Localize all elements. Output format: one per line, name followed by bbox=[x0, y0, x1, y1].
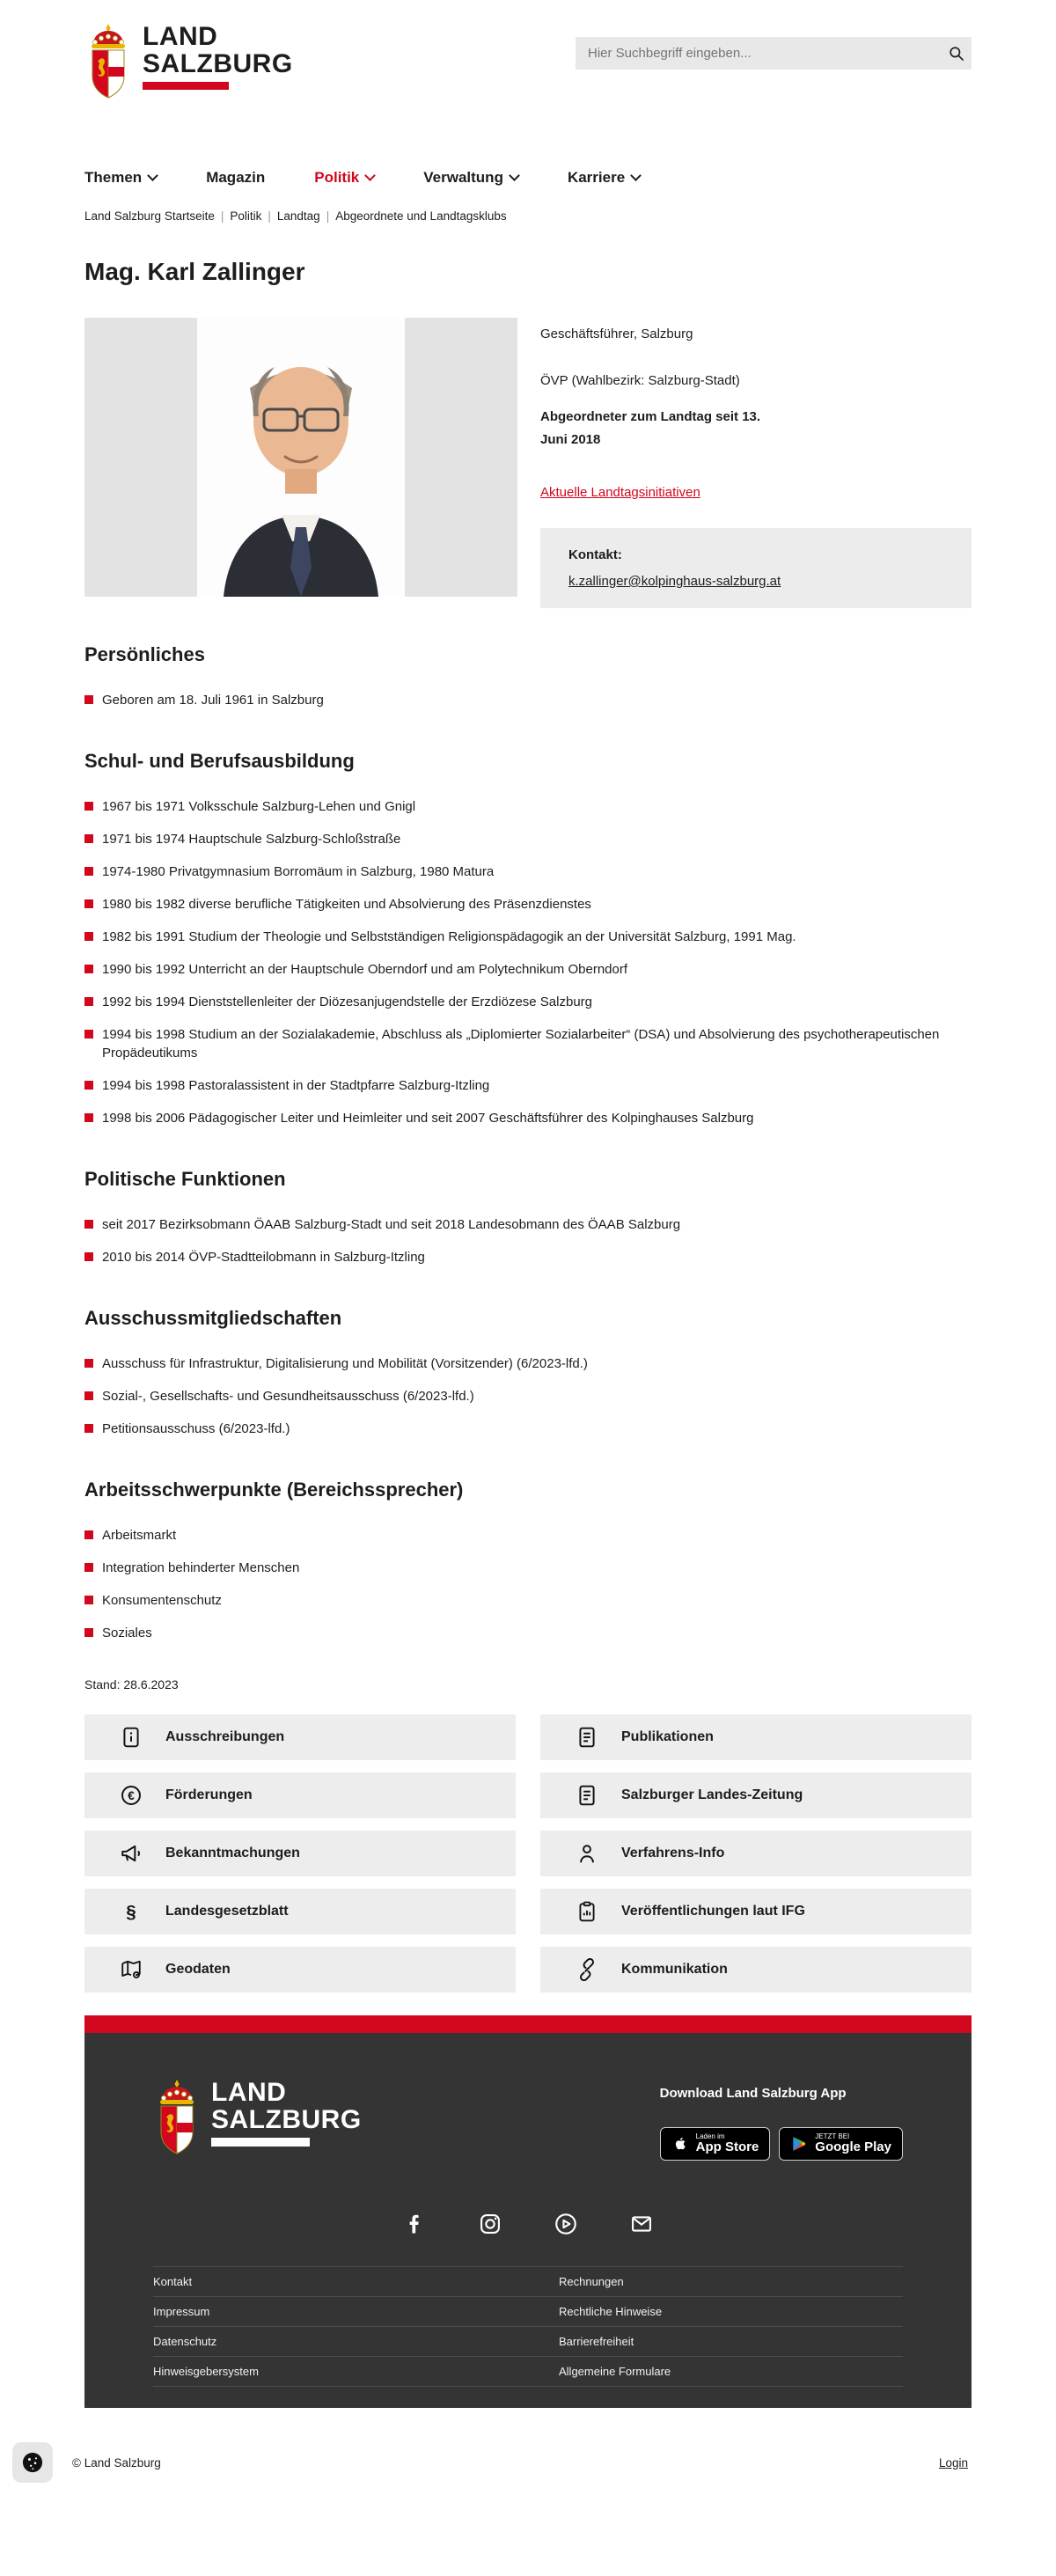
section-politische-funktionen bbox=[84, 1168, 972, 1266]
youtube-link[interactable] bbox=[554, 2212, 578, 2236]
contact-email-link[interactable]: k.zallinger@kolpinghaus-salzburg.at bbox=[568, 574, 781, 589]
apple-icon bbox=[671, 2134, 689, 2154]
footer-link-hinweisgebersystem[interactable]: Hinweisgebersystem bbox=[153, 2365, 259, 2378]
tile-f-rderungen[interactable] bbox=[84, 1772, 516, 1818]
tile-label: Bekanntmachungen bbox=[165, 1846, 300, 1860]
nav-item-politik[interactable] bbox=[314, 169, 374, 187]
search-icon[interactable] bbox=[942, 37, 972, 70]
profile-block bbox=[84, 318, 972, 608]
breadcrumb-item-land-salzburg-startseite[interactable]: Land Salzburg Startseite bbox=[84, 209, 215, 223]
footer-link-impressum[interactable]: Impressum bbox=[153, 2305, 210, 2318]
red-square-bullet-icon bbox=[84, 932, 93, 941]
list-item bbox=[84, 1624, 969, 1642]
google-play-icon bbox=[790, 2134, 808, 2154]
list-item bbox=[84, 960, 969, 979]
footer-logo[interactable] bbox=[153, 2079, 362, 2161]
megaphone-icon bbox=[120, 1842, 143, 1865]
list-item-text: Integration behinderter Menschen bbox=[102, 1560, 300, 1575]
footer-logo-underline bbox=[211, 2138, 310, 2147]
list-item bbox=[84, 928, 969, 946]
list-item-text: 1971 bis 1974 Hauptschule Salzburg-Schloßstraße bbox=[102, 832, 401, 847]
chevron-down-icon bbox=[147, 170, 158, 181]
social-icons-row bbox=[153, 2212, 903, 2266]
tile-publikationen[interactable] bbox=[540, 1714, 972, 1760]
photo-gray-right bbox=[405, 318, 517, 597]
portrait-illustration bbox=[197, 318, 405, 597]
nav-item-label: Themen bbox=[84, 169, 143, 186]
footer-logo-line-2: SALZBURG bbox=[211, 2105, 362, 2134]
list-item-text: Petitionsausschuss (6/2023-lfd.) bbox=[102, 1421, 290, 1436]
red-square-bullet-icon bbox=[84, 1628, 93, 1637]
googleplay-badge-small-text: JETZT BEI bbox=[815, 2132, 850, 2140]
section-pers-nliches bbox=[84, 643, 972, 709]
coat-of-arms-icon bbox=[84, 23, 132, 100]
list-item-text: Geboren am 18. Juli 1961 in Salzburg bbox=[102, 693, 324, 708]
login-link[interactable]: Login bbox=[938, 2455, 968, 2470]
footer-link-row bbox=[153, 2267, 903, 2297]
person-icon bbox=[576, 1842, 598, 1865]
portrait-image bbox=[197, 318, 405, 597]
cv-sections bbox=[84, 643, 972, 1642]
red-square-bullet-icon bbox=[84, 834, 93, 843]
footer-link-allgemeine-formulare[interactable]: Allgemeine Formulare bbox=[559, 2365, 671, 2378]
list-item-text: 1982 bis 1991 Studium der Theologie und Selbstständigen Religionspädagogik an der Universität Salzburg, 1991 Mag. bbox=[102, 929, 796, 944]
list-item-text: Sozial-, Gesellschafts- und Gesundheitsausschuss (6/2023-lfd.) bbox=[102, 1389, 474, 1404]
chevron-down-icon bbox=[509, 170, 520, 181]
document-lines-icon bbox=[576, 1726, 598, 1749]
logo-underline bbox=[143, 82, 229, 90]
nav-item-label: Verwaltung bbox=[423, 169, 503, 186]
list-item bbox=[84, 1354, 969, 1373]
list-item-text: 1998 bis 2006 Pädagogischer Leiter und Heimleiter und seit 2007 Geschäftsführer des Kolpinghauses Salzburg bbox=[102, 1111, 754, 1126]
red-square-bullet-icon bbox=[84, 1113, 93, 1122]
contact-box bbox=[540, 528, 972, 608]
cookie-settings-button[interactable] bbox=[12, 2442, 53, 2483]
cookie-icon bbox=[20, 2450, 45, 2475]
svg-text:§: § bbox=[126, 1902, 136, 1923]
list-item-text: 1974-1980 Privatgymnasium Borromäum in Salzburg, 1980 Matura bbox=[102, 864, 495, 879]
tile-landesgesetzblatt[interactable] bbox=[84, 1889, 516, 1934]
stand-date: Stand: 28.6.2023 bbox=[84, 1677, 179, 1692]
list-item-text: 2010 bis 2014 ÖVP-Stadtteilobmann in Salzburg-Itzling bbox=[102, 1250, 425, 1265]
link-icon bbox=[576, 1958, 598, 1981]
breadcrumb-item-landtag[interactable]: Landtag bbox=[276, 209, 320, 223]
breadcrumb-item-politik[interactable]: Politik bbox=[230, 209, 262, 223]
section-list bbox=[84, 691, 972, 709]
list-item-text: 1980 bis 1982 diverse berufliche Tätigkeiten und Absolvierung des Präsenzdienstes bbox=[102, 897, 591, 912]
tile-label: Ausschreibungen bbox=[165, 1729, 285, 1744]
googleplay-badge-big-text: Google Play bbox=[815, 2139, 891, 2155]
nav-item-verwaltung[interactable] bbox=[423, 169, 518, 187]
list-item-text: Soziales bbox=[102, 1626, 152, 1640]
red-square-bullet-icon bbox=[84, 1252, 93, 1261]
tile-bekanntmachungen[interactable] bbox=[84, 1831, 516, 1876]
tile-salzburger-landes-zeitung[interactable] bbox=[540, 1772, 972, 1818]
instagram-link[interactable] bbox=[478, 2212, 502, 2236]
nav-item-karriere[interactable] bbox=[568, 169, 640, 187]
footer-link-row bbox=[153, 2357, 903, 2387]
section-arbeitsschwerpunkte-bereichssprecher bbox=[84, 1479, 972, 1642]
tile-verfahrens-info[interactable] bbox=[540, 1831, 972, 1876]
list-item-text: 1992 bis 1994 Dienststellenleiter der Diözesanjugendstelle der Erzdiözese Salzburg bbox=[102, 994, 592, 1009]
euro-circle-icon bbox=[120, 1784, 143, 1807]
document-info-icon bbox=[120, 1726, 143, 1749]
tile-kommunikation[interactable] bbox=[540, 1947, 972, 1993]
footer-link-datenschutz[interactable]: Datenschutz bbox=[153, 2335, 217, 2348]
tile-label: Förderungen bbox=[165, 1787, 253, 1802]
list-item bbox=[84, 895, 969, 914]
search-bar[interactable] bbox=[576, 37, 972, 70]
section-title: Ausschussmitgliedschaften bbox=[84, 1307, 342, 1329]
red-square-bullet-icon bbox=[84, 802, 93, 811]
tile-ausschreibungen[interactable] bbox=[84, 1714, 516, 1760]
map-icon bbox=[120, 1958, 143, 1981]
contact-label: Kontakt: bbox=[568, 547, 622, 562]
tile-label: Verfahrens-Info bbox=[621, 1846, 725, 1860]
list-item-text: 1967 bis 1971 Volksschule Salzburg-Lehen und Gnigl bbox=[102, 799, 416, 814]
section-title: Persönliches bbox=[84, 643, 205, 665]
red-square-bullet-icon bbox=[84, 1220, 93, 1229]
breadcrumb-separator: | bbox=[268, 209, 271, 223]
footer-links bbox=[153, 2266, 903, 2387]
profile-info bbox=[540, 318, 972, 608]
section-title: Schul- und Berufsausbildung bbox=[84, 750, 355, 772]
footer-dark-area bbox=[84, 2033, 972, 2408]
list-item-text: 1994 bis 1998 Studium an der Sozialakademie, Abschluss als „Diplomierter Sozialarbeiter“ (DSA) und Absolvierung des psychotherapeutischen Propädeutikums bbox=[102, 1027, 940, 1060]
app-store-badge[interactable] bbox=[660, 2127, 771, 2161]
list-item-text: 1990 bis 1992 Unterricht an der Hauptschule Oberndorf und am Polytechnikum Oberndorf bbox=[102, 962, 628, 977]
list-item-text: Ausschuss für Infrastruktur, Digitalisierung und Mobilität (Vorsitzender) (6/2023-lfd.) bbox=[102, 1356, 588, 1371]
footer-link-rechnungen[interactable]: Rechnungen bbox=[559, 2275, 624, 2288]
list-item bbox=[84, 830, 969, 848]
appstore-badge-small-text: Laden im bbox=[695, 2132, 725, 2140]
list-item bbox=[84, 797, 969, 816]
tile-label: Geodaten bbox=[165, 1962, 231, 1977]
red-square-bullet-icon bbox=[84, 1030, 93, 1038]
app-download-block bbox=[660, 2086, 903, 2161]
red-square-bullet-icon bbox=[84, 1530, 93, 1539]
nav-item-label: Karriere bbox=[567, 169, 626, 186]
breadcrumb bbox=[84, 209, 972, 223]
red-square-bullet-icon bbox=[84, 1596, 93, 1604]
google-play-badge[interactable] bbox=[779, 2127, 903, 2161]
list-item bbox=[84, 1526, 969, 1545]
list-item bbox=[84, 1420, 969, 1438]
copyright-text: © Land Salzburg bbox=[72, 2455, 161, 2470]
footer-link-barrierefreiheit[interactable]: Barrierefreiheit bbox=[559, 2335, 634, 2348]
breadcrumb-separator: | bbox=[220, 209, 224, 223]
list-item-text: 1994 bis 1998 Pastoralassistent in der Stadtpfarre Salzburg-Itzling bbox=[102, 1078, 490, 1093]
logo-text bbox=[143, 23, 293, 90]
red-square-bullet-icon bbox=[84, 899, 93, 908]
red-square-bullet-icon bbox=[84, 867, 93, 876]
svg-text:€: € bbox=[128, 1788, 135, 1802]
section-list bbox=[84, 1526, 972, 1642]
section-title: Arbeitsschwerpunkte (Bereichssprecher) bbox=[84, 1479, 464, 1501]
footer-link-rechtliche-hinweise[interactable]: Rechtliche Hinweise bbox=[559, 2305, 663, 2318]
nav-item-label: Politik bbox=[314, 169, 360, 186]
section-list bbox=[84, 1215, 972, 1266]
paragraph-icon bbox=[120, 1900, 143, 1923]
breadcrumb-separator: | bbox=[326, 209, 330, 223]
quick-link-tiles bbox=[84, 1714, 972, 1993]
bottom-bar bbox=[0, 2440, 1056, 2485]
coat-of-arms-icon bbox=[153, 2079, 201, 2156]
footer-link-row bbox=[153, 2327, 903, 2357]
portrait-photo bbox=[84, 318, 517, 597]
list-item bbox=[84, 1248, 969, 1266]
list-item bbox=[84, 691, 969, 709]
footer bbox=[84, 2015, 972, 2408]
section-list bbox=[84, 1354, 972, 1438]
nav-item-themen[interactable] bbox=[84, 169, 157, 187]
tile-label: Salzburger Landes-Zeitung bbox=[621, 1787, 803, 1802]
red-square-bullet-icon bbox=[84, 1359, 93, 1368]
red-square-bullet-icon bbox=[84, 997, 93, 1006]
section-title: Politische Funktionen bbox=[84, 1168, 286, 1190]
tile-label: Publikationen bbox=[621, 1729, 714, 1744]
list-item bbox=[84, 862, 969, 881]
coat-of-arms-icon bbox=[153, 2079, 201, 2161]
initiatives-link[interactable]: Aktuelle Landtagsinitiativen bbox=[540, 485, 700, 500]
tile-ver-ffentlichungen-laut-ifg[interactable] bbox=[540, 1889, 972, 1934]
profile-mandate: Abgeordneter zum Landtag seit 13. Juni 2018 bbox=[540, 409, 761, 447]
photo-gray-left bbox=[84, 318, 197, 597]
section-schul-und-berufsausbildung bbox=[84, 750, 972, 1127]
red-square-bullet-icon bbox=[84, 1391, 93, 1400]
red-square-bullet-icon bbox=[84, 1424, 93, 1433]
facebook-link[interactable] bbox=[402, 2212, 427, 2236]
appstore-badge-big-text: App Store bbox=[695, 2139, 759, 2155]
tile-label: Kommunikation bbox=[621, 1962, 728, 1977]
footer-link-kontakt[interactable]: Kontakt bbox=[153, 2275, 193, 2288]
tile-label: Landesgesetzblatt bbox=[165, 1904, 289, 1919]
main-nav bbox=[84, 169, 972, 187]
footer-link-row bbox=[153, 2297, 903, 2327]
list-item-text: Arbeitsmarkt bbox=[102, 1528, 177, 1543]
section-list bbox=[84, 797, 972, 1127]
section-ausschussmitgliedschaften bbox=[84, 1307, 972, 1438]
nav-item-label: Magazin bbox=[206, 169, 266, 186]
clipboard-icon bbox=[576, 1900, 598, 1923]
footer-logo-line-1: LAND bbox=[211, 2078, 287, 2107]
red-square-bullet-icon bbox=[84, 695, 93, 704]
logo-line-2: SALZBURG bbox=[143, 49, 293, 78]
footer-red-bar bbox=[84, 2015, 972, 2033]
list-item bbox=[84, 1076, 969, 1095]
red-square-bullet-icon bbox=[84, 965, 93, 973]
profile-role: Geschäftsführer, Salzburg bbox=[540, 327, 693, 341]
chevron-down-icon bbox=[364, 170, 376, 181]
document-lines-icon bbox=[576, 1784, 598, 1807]
app-download-heading: Download Land Salzburg App bbox=[659, 2086, 847, 2101]
list-item bbox=[84, 1559, 969, 1577]
tile-label: Veröffentlichungen laut IFG bbox=[621, 1904, 805, 1919]
list-item bbox=[84, 1215, 969, 1234]
list-item bbox=[84, 1025, 969, 1062]
page-title: Mag. Karl Zallinger bbox=[84, 258, 305, 285]
list-item bbox=[84, 1387, 969, 1405]
list-item-text: seit 2017 Bezirksobmann ÖAAB Salzburg-Stadt und seit 2018 Landesobmann des ÖAAB Salzburg bbox=[102, 1217, 681, 1232]
tile-geodaten[interactable] bbox=[84, 1947, 516, 1993]
email-link[interactable] bbox=[629, 2212, 654, 2236]
logo-line-1: LAND bbox=[143, 22, 218, 51]
header bbox=[84, 0, 972, 137]
list-item-text: Konsumentenschutz bbox=[102, 1593, 222, 1608]
search-input[interactable] bbox=[576, 46, 942, 61]
nav-item-magazin[interactable] bbox=[206, 169, 265, 187]
chevron-down-icon bbox=[630, 170, 642, 181]
breadcrumb-item-abgeordnete-und-landtagsklubs[interactable]: Abgeordnete und Landtagsklubs bbox=[335, 209, 507, 223]
coat-of-arms-icon bbox=[84, 23, 132, 105]
profile-party: ÖVP (Wahlbezirk: Salzburg-Stadt) bbox=[540, 373, 740, 388]
red-square-bullet-icon bbox=[84, 1081, 93, 1090]
list-item bbox=[84, 1109, 969, 1127]
list-item bbox=[84, 993, 969, 1011]
red-square-bullet-icon bbox=[84, 1563, 93, 1572]
list-item bbox=[84, 1591, 969, 1610]
